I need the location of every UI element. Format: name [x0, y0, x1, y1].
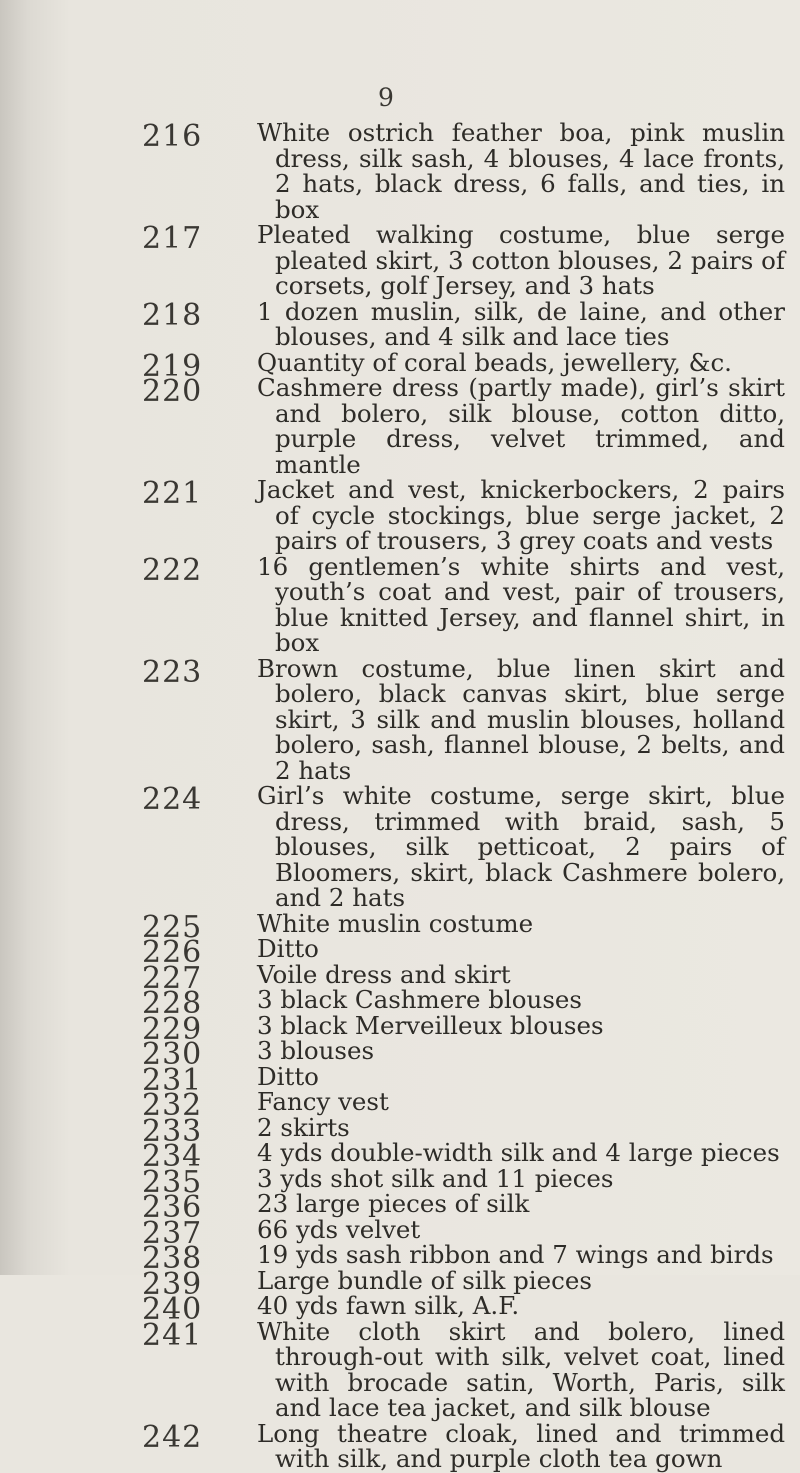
lot-number: 223 [142, 654, 203, 690]
lot-description: Voile dress and skirt [257, 959, 511, 989]
lot-entry [0, 985, 800, 1021]
lot-number: 228 [142, 986, 203, 1021]
lot-number: 218 [142, 297, 203, 333]
lot-entry [0, 908, 800, 945]
lot-number: 219 [142, 348, 203, 384]
lot-number: 235 [142, 1164, 203, 1200]
lot-number: 227 [142, 960, 203, 996]
lot-entry [0, 1214, 800, 1251]
lot-entry [0, 1316, 800, 1422]
lot-number: 237 [142, 1215, 203, 1251]
lot-entry [0, 1036, 800, 1072]
lot-description: Brown costume, blue linen skirt and bolero, black canvas skirt, blue serge skirt, 3 silk and muslin blouses, holland bolero, sash, flannel blouse, 2 belts, and 2 hats [257, 653, 785, 785]
lot-entry [0, 551, 800, 657]
lot-description: 19 yds sash ribbon and 7 wings and birds [257, 1240, 774, 1269]
lot-number: 236 [142, 1190, 203, 1225]
lot-number: 231 [142, 1062, 203, 1098]
lot-entry [0, 1291, 800, 1327]
lot-number: 225 [142, 909, 203, 945]
lot-number: 230 [142, 1037, 203, 1072]
lot-description: White cloth skirt and bolero, lined through-out with silk, velvet coat, lined with brocade satin, Worth, Paris, silk and lace tea jacket, and silk blouse [257, 1316, 785, 1422]
lot-description: Ditto [257, 934, 319, 963]
lot-description: Cashmere dress (partly made), girl’s skirt and bolero, silk blouse, cotton ditto, purple dress, velvet trimmed, and mantle [257, 373, 785, 479]
lot-entry [0, 1138, 800, 1174]
lot-description: Large bundle of silk pieces [257, 1265, 592, 1295]
lot-entry [0, 120, 800, 222]
lot-entry [0, 1189, 800, 1225]
lot-description: 40 yds fawn silk, A.F. [257, 1291, 520, 1320]
lot-description: 3 blouses [257, 1036, 375, 1065]
lot-description: White muslin costume [257, 908, 534, 938]
lot-number: 238 [142, 1241, 203, 1276]
lot-list [0, 120, 800, 1472]
lot-number: 221 [142, 476, 203, 511]
page-number: 9 [378, 83, 394, 112]
lot-entry [0, 653, 800, 785]
lot-number: 233 [142, 1113, 203, 1149]
lot-description: Jacket and vest, knickerbockers, 2 pairs of cycle stockings, blue serge jacket, 2 pairs of trousers, 3 grey coats and vests [257, 475, 785, 555]
lot-number: 222 [142, 552, 203, 588]
lot-description: Pleated walking costume, blue serge pleated skirt, 3 cotton blouses, 2 pairs of corsets, golf Jersey, and 3 hats [257, 220, 785, 300]
lot-description: 1 dozen muslin, silk, de laine, and other blouses, and 4 silk and lace ties [257, 296, 785, 351]
lot-description: 3 black Merveilleux blouses [257, 1010, 604, 1040]
lot-description: 3 black Cashmere blouses [257, 985, 582, 1014]
lot-entry [0, 1112, 800, 1149]
lot-entry [0, 375, 800, 477]
lot-description: 66 yds velvet [257, 1214, 421, 1244]
lot-entry [0, 1010, 800, 1047]
lot-entry [0, 1087, 800, 1123]
lot-description: Long theatre cloak, lined and trimmed with silk, and purple cloth tea gown [257, 1418, 785, 1473]
lot-entry [0, 296, 800, 351]
lot-number: 240 [142, 1292, 203, 1327]
lot-entry [0, 347, 800, 384]
lot-entry [0, 1265, 800, 1302]
lot-entry [0, 1163, 800, 1200]
lot-number: 239 [142, 1266, 203, 1302]
lot-description: White ostrich feather boa, pink muslin dress, silk sash, 4 blouses, 4 lace fronts, 2 hats, black dress, 6 falls, and ties, in box [257, 118, 785, 224]
lot-description: 16 gentlemen’s white shirts and vest, youth’s coat and vest, pair of trousers, blue knitted Jersey, and flannel shirt, in box [257, 551, 785, 657]
lot-description: 4 yds double-width silk and 4 large pieces [257, 1138, 780, 1167]
lot-entry [0, 959, 800, 996]
lot-entry [0, 477, 800, 554]
lot-description: Fancy vest [257, 1087, 389, 1116]
lot-number: 234 [142, 1139, 203, 1174]
lot-number: 220 [142, 374, 203, 409]
lot-number: 217 [142, 221, 203, 256]
lot-entry [0, 934, 800, 970]
lot-number: 241 [142, 1317, 203, 1353]
lot-number: 229 [142, 1011, 203, 1047]
lot-entry [0, 1418, 800, 1473]
lot-description: Girl’s white costume, serge skirt, blue dress, trimmed with braid, sash, 5 blouses, silk petticoat, 2 pairs of Bloomers, skirt, black Cashmere bolero, and 2 hats [257, 781, 785, 912]
lot-number: 232 [142, 1088, 203, 1123]
lot-description: 3 yds shot silk and 11 pieces [257, 1163, 614, 1193]
lot-entry [0, 1240, 800, 1276]
lot-entry [0, 222, 800, 299]
lot-entry [0, 1061, 800, 1098]
lot-description: Ditto [257, 1061, 319, 1091]
lot-number: 216 [142, 119, 203, 154]
lot-number: 224 [142, 782, 203, 817]
lot-description: Quantity of coral beads, jewellery, &c. [257, 347, 732, 377]
lot-number: 242 [142, 1419, 203, 1455]
lot-description: 23 large pieces of silk [257, 1189, 530, 1218]
lot-entry [0, 783, 800, 911]
lot-description: 2 skirts [257, 1112, 350, 1142]
lot-number: 226 [142, 935, 203, 970]
